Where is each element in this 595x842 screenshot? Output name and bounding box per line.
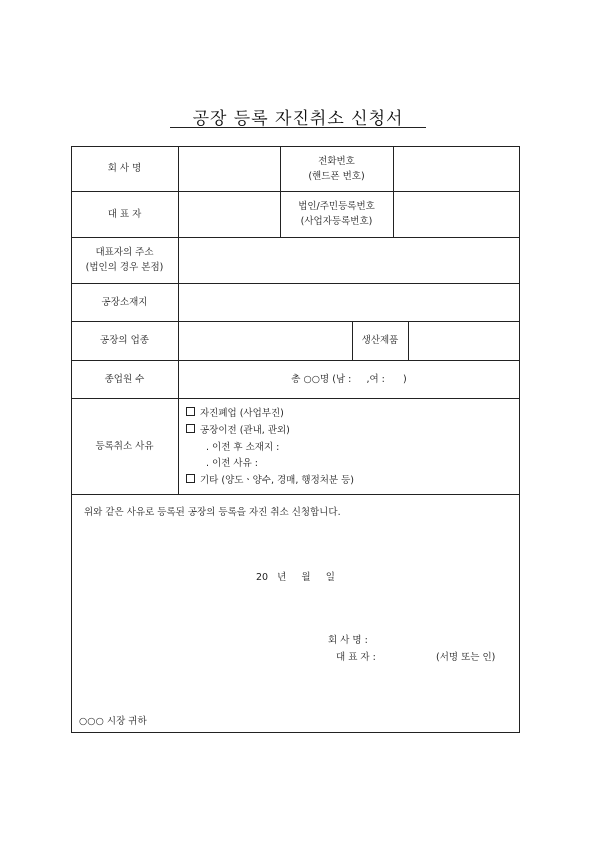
factory-location-field[interactable] bbox=[178, 283, 520, 321]
representative-label: 대 표 자 bbox=[107, 208, 142, 220]
cancel-reason-options bbox=[186, 406, 354, 490]
relocation-new-location: . 이전 후 소재지 : bbox=[206, 441, 280, 453]
representative-field[interactable] bbox=[178, 191, 280, 237]
reason-item-voluntary-closure[interactable]: 자진폐업 (사업부진) bbox=[186, 406, 354, 423]
company-name-label: 회 사 명 bbox=[107, 163, 142, 174]
phone-label: 전화번호 (핸드폰 번호) bbox=[308, 155, 365, 182]
signature-note: (서명 또는 인) bbox=[436, 652, 496, 663]
rep-address-field[interactable] bbox=[178, 237, 520, 283]
date-line[interactable]: 20 년 월 일 bbox=[256, 572, 335, 583]
rep-address-label: 대표자의 주소 (법인의 경우 본점) bbox=[85, 247, 164, 273]
cancel-reason-label: 등록취소 사유 bbox=[95, 440, 154, 452]
factory-location-label: 공장소재지 bbox=[101, 296, 148, 308]
employees-value[interactable]: 총 ○○명 (남 : ,여 : ) bbox=[291, 373, 407, 385]
reason-item-relocation[interactable]: 공장이전 (관내, 관외) bbox=[186, 423, 354, 440]
company-name-field[interactable] bbox=[178, 146, 280, 191]
product-label: 생산제품 bbox=[361, 335, 399, 346]
product-field[interactable] bbox=[408, 321, 520, 360]
factory-business-label: 공장의 업종 bbox=[100, 335, 149, 346]
checkbox[interactable] bbox=[186, 424, 195, 433]
checkbox[interactable] bbox=[186, 474, 195, 483]
signer-company[interactable]: 회 사 명 : bbox=[328, 635, 368, 646]
phone-field[interactable] bbox=[393, 146, 520, 191]
corp-id-label: 법인/주민등록번호 (사업자등록번호) bbox=[298, 201, 375, 227]
row-divider bbox=[71, 494, 520, 495]
document-title: 공장 등록 자진취소 신청서 bbox=[192, 109, 404, 129]
checkbox[interactable] bbox=[186, 407, 195, 416]
factory-business-field[interactable] bbox=[178, 321, 352, 360]
employees-label: 종업원 수 bbox=[104, 373, 145, 385]
statement-text: 위와 같은 사유로 등록된 공장의 등록을 자진 취소 신청합니다. bbox=[84, 507, 341, 518]
reason-item-other[interactable]: 기타 (양도ㆍ양수, 경매, 행정처분 등) bbox=[186, 473, 354, 490]
relocation-reason: . 이전 사유 : bbox=[206, 458, 258, 470]
title-underline bbox=[170, 127, 426, 128]
signer-representative[interactable]: 대 표 자 : bbox=[336, 652, 376, 663]
corp-id-field[interactable] bbox=[393, 191, 520, 237]
addressee: ○○○ 시장 귀하 bbox=[79, 716, 147, 727]
